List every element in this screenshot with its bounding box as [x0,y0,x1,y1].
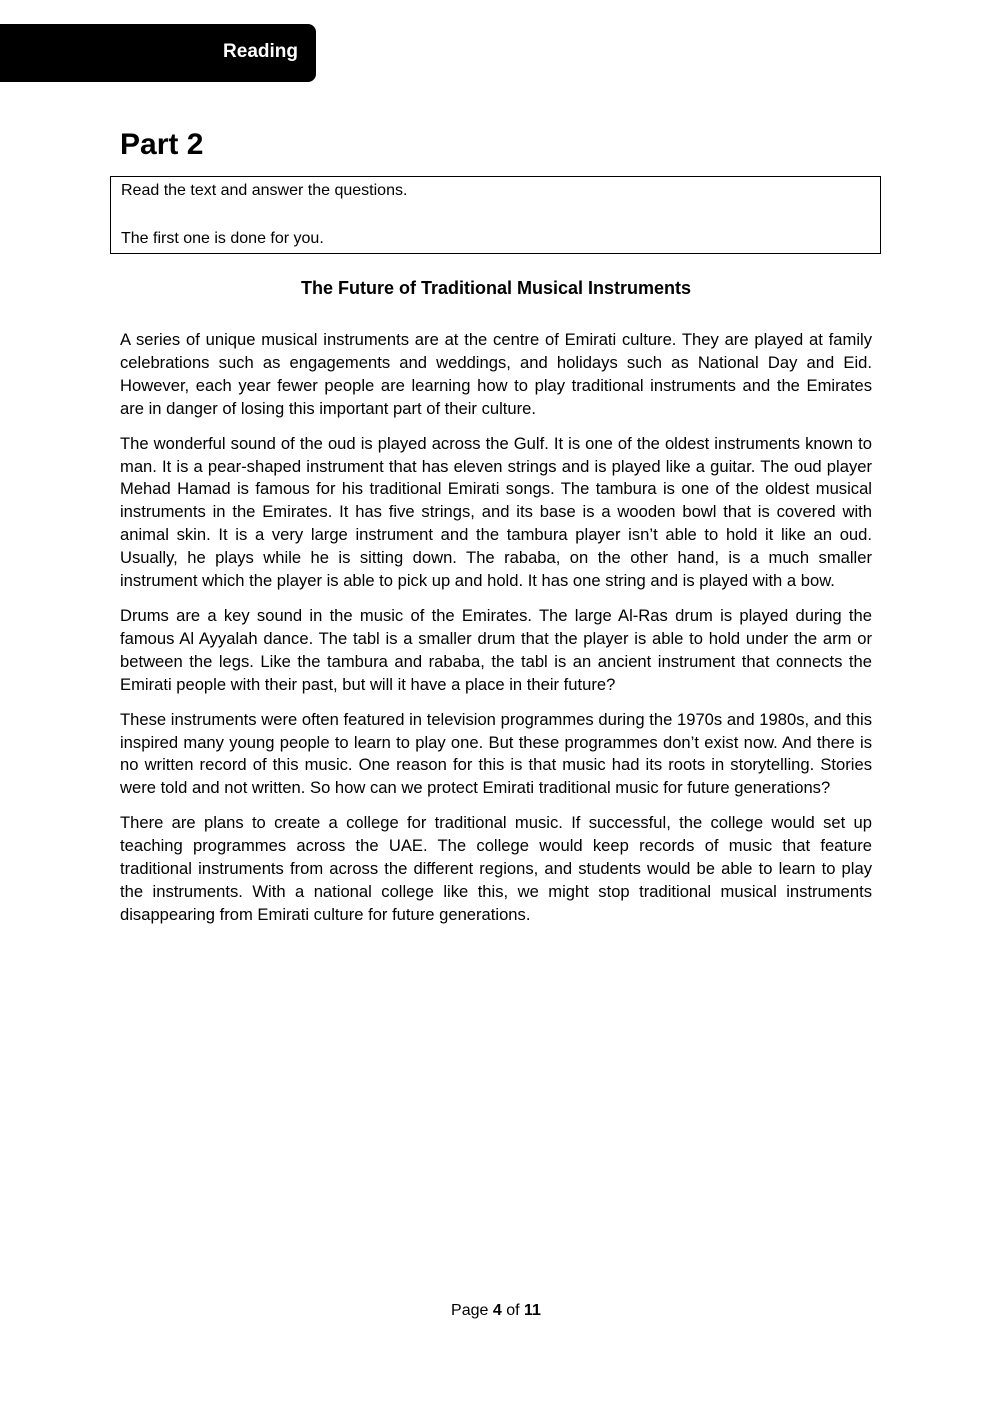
article-paragraph-4: These instruments were often featured in television programmes during the 1970s and 1980s, and this inspired many young people to learn to play one. But these programmes don’t exist now. And there is no written record of this music. One reason for this is that music had its roots in storytelling. Stories were told and not written. So how can we protect Emirati traditional music for future generations? [120,709,872,798]
article-title: The Future of Traditional Musical Instruments [300,278,692,298]
instructions-box [110,176,881,254]
section-tab-label: Reading [223,41,298,62]
page-footer [0,1302,992,1320]
article-paragraph-3: Drums are a key sound in the music of the Emirates. The large Al-Ras drum is played during the famous Al Ayyalah dance. The tabl is a smaller drum that the player is able to hold under the arm or between the legs. Like the tambura and rababa, the tabl is an ancient instrument that connects the Emirati people with their past, but will it have a place in their future? [120,605,872,694]
current-page-number: 4 [492,1302,502,1319]
instruction-line-2: The first one is done for you. [121,230,324,247]
of-word: of [506,1302,520,1319]
total-pages-number: 11 [524,1302,541,1319]
article-body [120,329,872,939]
article-paragraph-1: A series of unique musical instruments are at the centre of Emirati culture. They are played at family celebrations such as engagements and weddings, and holidays such as National Day and Eid. However, each year fewer people are learning how to play traditional instruments and the Emirates are in danger of losing this important part of their culture. [120,330,872,418]
section-tab [0,24,316,82]
part-title: Part 2 [120,128,204,161]
article-paragraph-5: There are plans to create a college for traditional music. If successful, the college would set up teaching programmes across the UAE. The college would keep records of music that feature traditional instruments from across the different regions, and students would be able to learn to play the instruments. With a national college like this, we might stop traditional musical instruments disappearing from Emirati culture for future generations. [120,813,872,924]
instruction-line-1: Read the text and answer the questions. [121,182,408,199]
page-word: Page [451,1302,489,1319]
article-paragraph-2: The wonderful sound of the oud is played across the Gulf. It is one of the oldest instruments known to man. It is a pear-shaped instrument that has eleven strings and is played like a guitar. The oud player Mehad Hamad is famous for his traditional Emirati songs. The tambura is one of the oldest musical instruments in the Emirates. It has five strings, and its base is a wooden bowl that is covered with animal skin. It is a very large instrument and the tambura player isn’t able to hold it like an oud. Usually, he plays while he is sitting down. The rababa, on the other hand, is a much smaller instrument which the player is able to pick up and hold. It has one string and is played with a bow. [120,433,872,591]
